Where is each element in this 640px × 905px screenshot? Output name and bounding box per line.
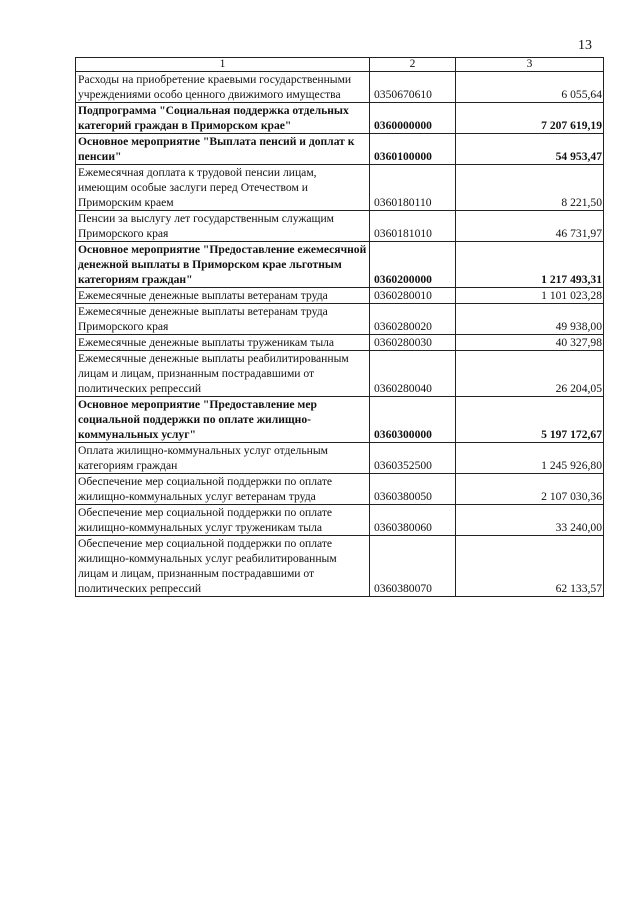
row-name: Пенсии за выслугу лет государственным служащим Приморского края [76, 211, 370, 242]
row-code: 0360380050 [370, 474, 456, 505]
row-name: Обеспечение мер социальной поддержки по оплате жилищно-коммунальных услуг труженикам тыла [76, 505, 370, 536]
row-code: 0360280010 [370, 288, 456, 304]
table-row [76, 397, 604, 443]
row-amount: 46 731,97 [456, 211, 604, 242]
column-header-2: 2 [370, 58, 456, 72]
table-row [76, 351, 604, 397]
row-name: Ежемесячные денежные выплаты реабилитированным лицам и лицам, признанным пострадавшими от политических репрессий [76, 351, 370, 397]
column-header-3: 3 [456, 58, 604, 72]
table-row [76, 165, 604, 211]
table-row [76, 72, 604, 103]
row-code: 0360180110 [370, 165, 456, 211]
budget-table [75, 57, 604, 597]
row-name: Обеспечение мер социальной поддержки по оплате жилищно-коммунальных услуг ветеранам труда [76, 474, 370, 505]
row-code: 0360280020 [370, 304, 456, 335]
row-code: 0360000000 [370, 103, 456, 134]
table-row [76, 474, 604, 505]
row-code: 0360200000 [370, 242, 456, 288]
row-name: Ежемесячные денежные выплаты ветеранам труда Приморского края [76, 304, 370, 335]
row-amount: 7 207 619,19 [456, 103, 604, 134]
table-row [76, 211, 604, 242]
row-amount: 62 133,57 [456, 536, 604, 597]
row-amount: 2 107 030,36 [456, 474, 604, 505]
page-number: 13 [578, 38, 592, 53]
row-amount: 8 221,50 [456, 165, 604, 211]
row-code: 0350670610 [370, 72, 456, 103]
row-name: Подпрограмма "Социальная поддержка отдельных категорий граждан в Приморском крае" [76, 103, 370, 134]
row-amount: 49 938,00 [456, 304, 604, 335]
row-code: 0360380070 [370, 536, 456, 597]
row-name: Основное мероприятие "Выплата пенсий и доплат к пенсии" [76, 134, 370, 165]
row-code: 0360280030 [370, 335, 456, 351]
row-name: Основное мероприятие "Предоставление мер социальной поддержки по оплате жилищно-коммунальных услуг" [76, 397, 370, 443]
table-row [76, 335, 604, 351]
row-code: 0360280040 [370, 351, 456, 397]
table-row [76, 242, 604, 288]
column-header-1: 1 [76, 58, 370, 72]
table-row [76, 536, 604, 597]
table-row [76, 443, 604, 474]
table-row [76, 134, 604, 165]
table-row [76, 505, 604, 536]
row-amount: 1 217 493,31 [456, 242, 604, 288]
row-name: Основное мероприятие "Предоставление ежемесячной денежной выплаты в Приморском крае льготным категориям граждан" [76, 242, 370, 288]
row-code: 0360352500 [370, 443, 456, 474]
row-amount: 5 197 172,67 [456, 397, 604, 443]
row-code: 0360300000 [370, 397, 456, 443]
row-name: Расходы на приобретение краевыми государственными учреждениями особо ценного движимого имущества [76, 72, 370, 103]
table-header-row [76, 58, 604, 72]
row-name: Ежемесячные денежные выплаты ветеранам труда [76, 288, 370, 304]
row-name: Оплата жилищно-коммунальных услуг отдельным категориям граждан [76, 443, 370, 474]
row-amount: 54 953,47 [456, 134, 604, 165]
row-code: 0360100000 [370, 134, 456, 165]
row-code: 0360181010 [370, 211, 456, 242]
table-row [76, 288, 604, 304]
row-amount: 40 327,98 [456, 335, 604, 351]
row-amount: 33 240,00 [456, 505, 604, 536]
row-amount: 1 245 926,80 [456, 443, 604, 474]
row-name: Ежемесячные денежные выплаты труженикам тыла [76, 335, 370, 351]
table-row [76, 103, 604, 134]
row-amount: 6 055,64 [456, 72, 604, 103]
row-amount: 26 204,05 [456, 351, 604, 397]
row-name: Ежемесячная доплата к трудовой пенсии лицам, имеющим особые заслуги перед Отечеством и Приморским краем [76, 165, 370, 211]
row-amount: 1 101 023,28 [456, 288, 604, 304]
table-row [76, 304, 604, 335]
row-code: 0360380060 [370, 505, 456, 536]
row-name: Обеспечение мер социальной поддержки по оплате жилищно-коммунальных услуг реабилитированным лицам и лицам, признанным пострадавшими от политических репрессий [76, 536, 370, 597]
